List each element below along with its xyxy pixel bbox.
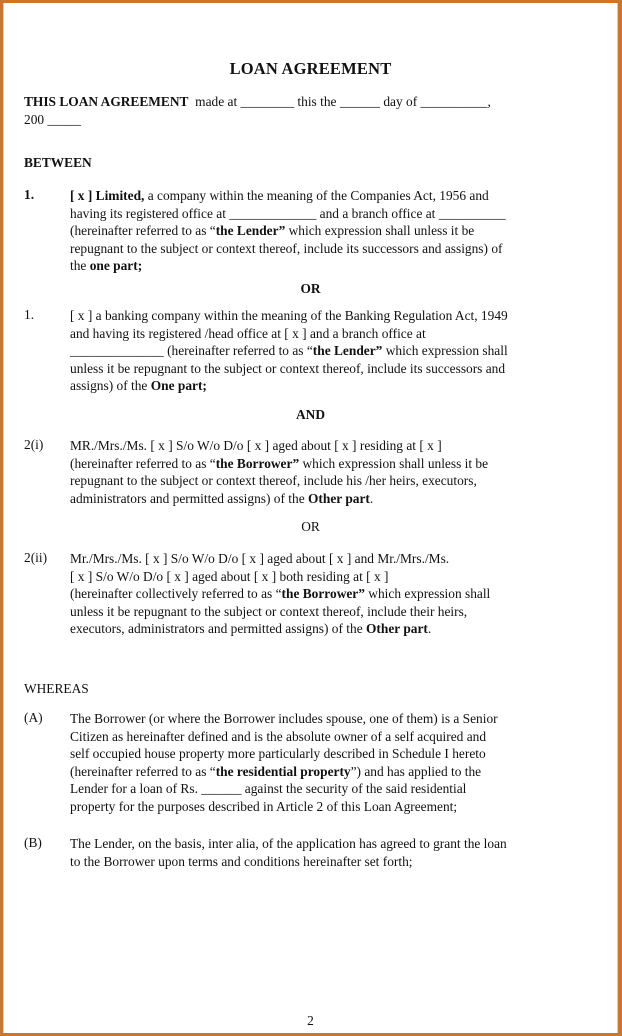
page-inner-border [3, 3, 618, 1033]
party-2ii-number: 2(ii) [24, 550, 48, 565]
party-1-line-3b: which expression shall unless it be [285, 223, 475, 239]
party-1-number: 1. [24, 187, 35, 202]
recital-a-residential-property: the residential property [215, 763, 351, 779]
recital-a-line-2: Citizen as hereinafter defined and is the absolute owner of a self acquired and [70, 728, 487, 744]
recital-a-line-5: Lender for a loan of Rs. ______ against the security of the said residential [70, 781, 467, 797]
party-2i-line-4a: administrators and permitted assigns) of the [70, 490, 309, 506]
party-2i-line-4c: . [369, 490, 374, 506]
separator-or-1: OR [300, 281, 321, 296]
opening-lead: THIS LOAN AGREEMENT [24, 94, 189, 109]
party-1b-line-1: [ x ] a banking company within the meaning of the Banking Regulation Act, 1949 [70, 308, 508, 323]
party-1-line-4: repugnant to the subject or context thereof, include its successors and assigns) of [70, 240, 503, 256]
party-1-line-5 [70, 257, 576, 275]
recital-b-line-1: The Lender, on the basis, inter alia, of the application has agreed to grant the loan [70, 836, 507, 851]
party-1b-line-5 [70, 377, 576, 395]
party-1-one-part: one part; [89, 258, 143, 274]
party-2ii-borrower: the Borrower” [281, 586, 365, 602]
party-1-line-1: a company within the meaning of the Companies Act, 1956 and [144, 188, 489, 203]
party-1-line-5a: the [70, 258, 90, 274]
recital-a-line-4a: (hereinafter referred to as “ [70, 763, 216, 779]
party-1b-text [70, 307, 576, 395]
party-1-line-2: having its registered office at _____________ and a branch office at __________ [70, 205, 506, 221]
party-1b-number: 1. [24, 307, 35, 322]
recital-a-line-4b: ”) and has applied to the [350, 763, 482, 779]
recital-b-label: (B) [24, 835, 42, 850]
party-2ii-other-part: Other part [366, 621, 428, 637]
opening-line-1 [24, 93, 491, 111]
recital-a-label: (A) [24, 710, 43, 725]
recital-a-line-3: self occupied house property more particularly described in Schedule I hereto [70, 746, 486, 762]
party-2ii-line-4: unless it be repugnant to the subject or context thereof, include their heirs, [70, 603, 468, 619]
party-2ii-line-5 [70, 620, 576, 638]
separator-or-2: OR [301, 519, 320, 534]
party-1b-line-3 [70, 342, 576, 360]
party-1b-line-4: unless it be repugnant to the subject or context thereof, include its successors and [70, 360, 506, 376]
party-2i-text [70, 437, 576, 507]
party-2ii-line-1: Mr./Mrs./Ms. [ x ] S/o W/o D/o [ x ] aged about [ x ] and Mr./Mrs./Ms. [70, 551, 450, 566]
party-1b-line-3a: ______________ (hereinafter referred to as “ [70, 343, 313, 359]
party-2ii-line-3 [70, 585, 576, 603]
party-1-bold-lead: [ x ] Limited, [70, 188, 145, 203]
party-2ii-line-3a: (hereinafter collectively referred to as “ [70, 586, 282, 602]
party-2ii-line-5c: . [427, 621, 432, 637]
separator-and: AND [295, 407, 325, 422]
party-2i-other-part: Other part [308, 490, 370, 506]
recital-a-line-6: property for the purposes described in Article 2 of this Loan Agreement; [70, 798, 458, 814]
opening-line-2: 200 _____ [24, 112, 81, 127]
party-1b-one-part: One part; [150, 378, 207, 394]
party-1-text [70, 187, 576, 275]
document-title: LOAN AGREEMENT [229, 59, 392, 78]
party-2i-line-1: MR./Mrs./Ms. [ x ] S/o W/o D/o [ x ] aged about [ x ] residing at [ x ] [70, 438, 442, 453]
party-1b-line-2: and having its registered /head office at [ x ] and a branch office at [70, 325, 426, 341]
party-2i-line-2a: (hereinafter referred to as “ [70, 455, 216, 471]
party-1-line-3 [70, 222, 576, 240]
party-2ii-line-2: [ x ] S/o W/o D/o [ x ] aged about [ x ] both residing at [ x ] [70, 568, 389, 584]
recital-a-text [70, 710, 576, 816]
party-2ii-text [70, 550, 576, 638]
party-1-line-3a: (hereinafter referred to as “ [70, 223, 216, 239]
party-1-lender: the Lender” [215, 223, 286, 239]
party-1b-line-3b: which expression shall [382, 343, 508, 359]
party-2i-line-2 [70, 455, 576, 473]
recital-a-line-4 [70, 763, 576, 781]
between-heading: BETWEEN [24, 155, 92, 170]
party-1b-line-5a: assigns) of the [70, 378, 151, 394]
party-2i-number: 2(i) [24, 437, 44, 452]
party-1b-lender: the Lender” [312, 343, 383, 359]
recital-a-line-1: The Borrower (or where the Borrower includes spouse, one of them) is a Senior [70, 711, 498, 726]
party-2i-line-4 [70, 490, 576, 508]
party-2i-borrower: the Borrower” [215, 455, 300, 471]
party-2i-line-2b: which expression shall unless it be [299, 455, 489, 471]
party-2ii-line-5a: executors, administrators and permitted assigns) of the [70, 621, 367, 637]
recital-b-line-2: to the Borrower upon terms and conditions hereinafter set forth; [70, 853, 413, 869]
whereas-heading: WHEREAS [24, 681, 89, 696]
recital-b-text [70, 835, 576, 870]
party-2ii-line-3b: which expression shall [364, 586, 491, 602]
party-2i-line-3: repugnant to the subject or context thereof, include his /her heirs, executors, [70, 473, 477, 489]
opening-text-1: made at ________ this the ______ day of __________, [195, 94, 491, 109]
page-number: 2 [307, 1013, 314, 1028]
